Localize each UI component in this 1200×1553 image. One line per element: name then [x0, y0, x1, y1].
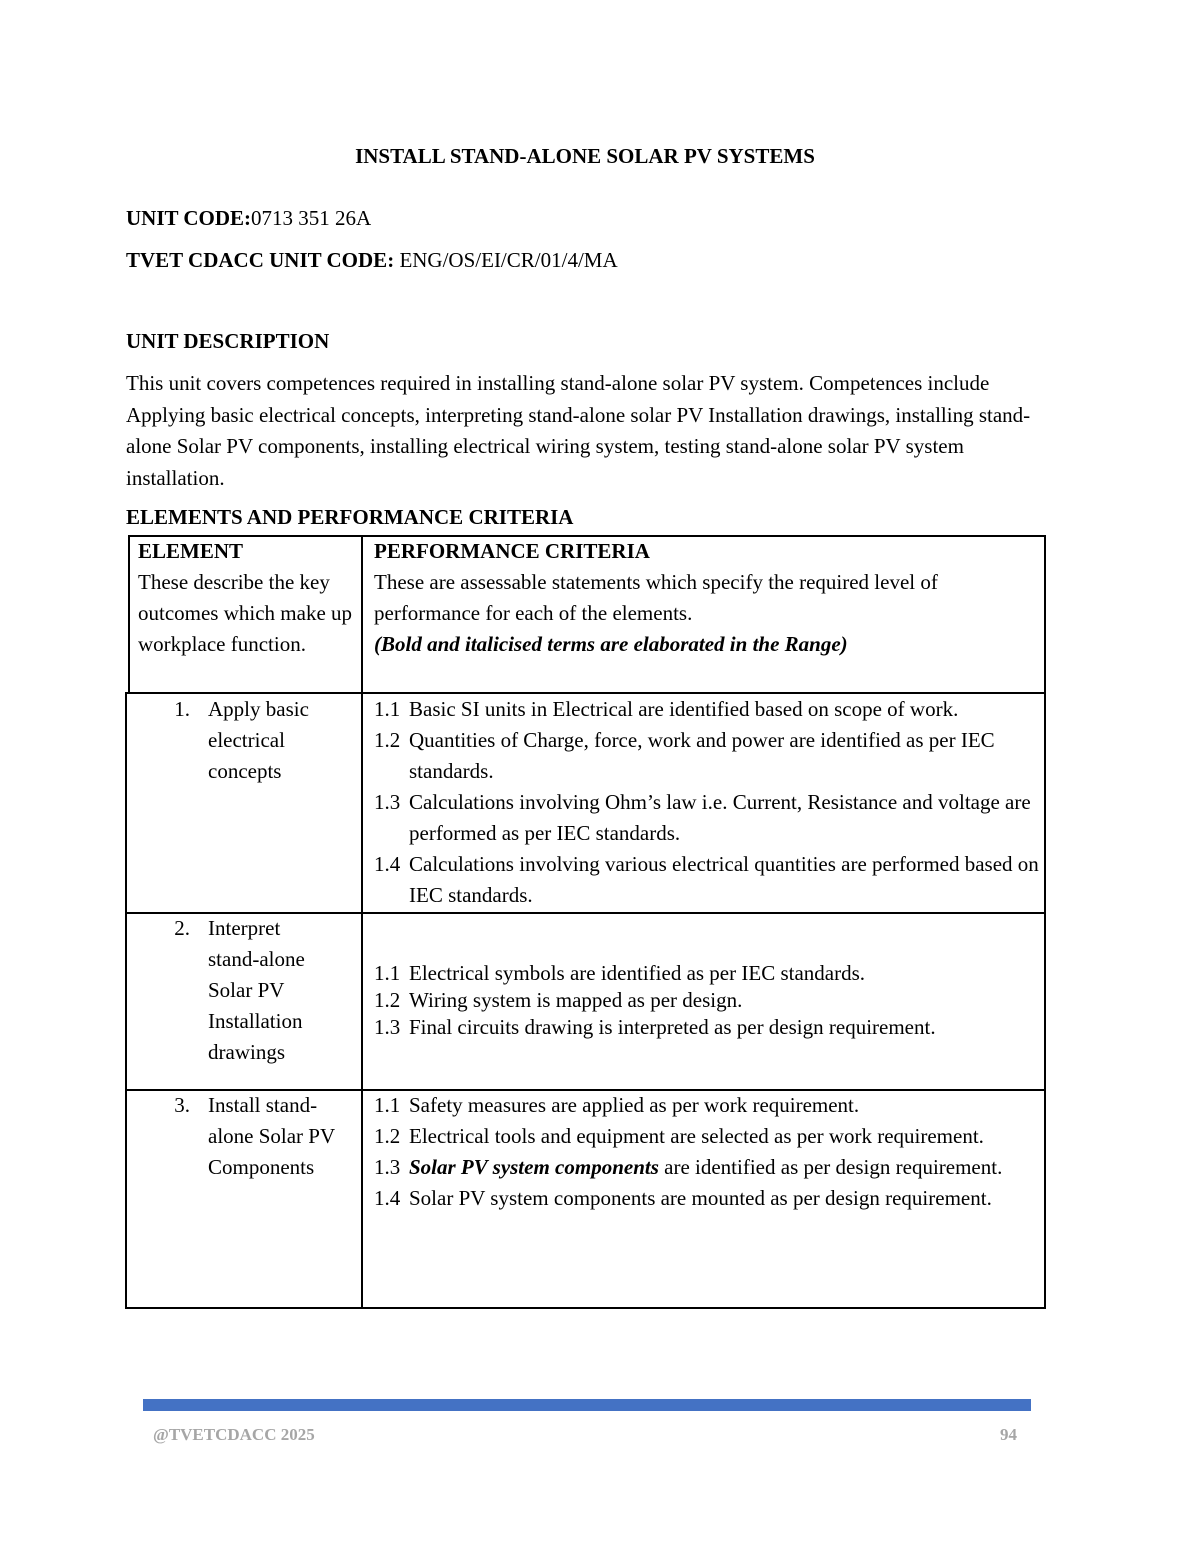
- criteria-list: [374, 694, 1039, 911]
- criteria-number: 1.2: [374, 1124, 401, 1148]
- criteria-number: 1.3: [374, 790, 401, 814]
- criteria-text-rest: are identified as per design requirement.: [658, 1155, 1003, 1179]
- header-criteria-desc: These are assessable statements which specify the required level of performance for each of the elements.: [374, 570, 938, 625]
- criteria-text: Solar PV system components are mounted as per design requirement.: [409, 1186, 992, 1210]
- elements-heading: ELEMENTS AND PERFORMANCE CRITERIA: [126, 505, 574, 529]
- table-border-bottom: [125, 1307, 1046, 1309]
- criteria-item: [374, 1121, 1039, 1152]
- header-element-cell: [138, 536, 358, 660]
- criteria-text: Quantities of Charge, force, work and power are identified as per IEC standards.: [409, 728, 995, 783]
- element-number: 2.: [174, 916, 190, 940]
- header-criteria-cell: [374, 536, 1034, 660]
- unit-description-heading: UNIT DESCRIPTION: [126, 329, 330, 353]
- criteria-text: Electrical symbols are identified as per IEC standards.: [409, 961, 866, 985]
- unit-code: [126, 206, 371, 231]
- criteria-item: [374, 1014, 1039, 1041]
- criteria-number: 1.2: [374, 988, 401, 1012]
- criteria-item: [374, 1152, 1039, 1183]
- criteria-text: Final circuits drawing is interpreted as per design requirement.: [409, 1015, 936, 1039]
- criteria-item: [374, 787, 1039, 849]
- tvet-unit-code: [126, 248, 618, 273]
- element-number: 1.: [174, 697, 190, 721]
- criteria-number: 1.4: [374, 852, 401, 876]
- header-element-desc: These describe the key outcomes which make up workplace function.: [138, 570, 353, 656]
- criteria-number: 1.2: [374, 728, 401, 752]
- criteria-text: Electrical tools and equipment are selected as per work requirement.: [409, 1124, 984, 1148]
- criteria-number: 1.1: [374, 961, 401, 985]
- element-name: Apply basic electrical concepts: [208, 697, 309, 783]
- criteria-text: Basic SI units in Electrical are identified based on scope of work.: [409, 697, 959, 721]
- criteria-list: [374, 1090, 1039, 1214]
- criteria-item: [374, 987, 1039, 1014]
- range-term: Solar PV system components: [409, 1155, 659, 1179]
- unit-code-label: UNIT CODE:: [126, 206, 252, 230]
- criteria-text: [409, 1152, 1039, 1183]
- unit-description-body: This unit covers competences required in installing stand-alone solar PV system. Competences include Applying basic electrical concepts, interpreting stand-alone solar PV Installation drawings, installing stand-alone Solar PV components, installing electrical wiring system, testing stand-alone solar PV system installation.: [126, 371, 1031, 490]
- criteria-item: [374, 849, 1039, 911]
- criteria-number: 1.1: [374, 1093, 401, 1117]
- header-criteria-title: PERFORMANCE CRITERIA: [374, 539, 650, 563]
- footer-bar: [143, 1399, 1031, 1411]
- criteria-text: Calculations involving Ohm’s law i.e. Current, Resistance and voltage are performed as per IEC standards.: [409, 790, 1031, 845]
- header-element-title: ELEMENT: [138, 539, 244, 563]
- criteria-item: [374, 694, 1039, 725]
- document-title: INSTALL STAND-ALONE SOLAR PV SYSTEMS: [355, 144, 815, 168]
- criteria-number: 1.1: [374, 697, 401, 721]
- criteria-number: 1.4: [374, 1186, 401, 1210]
- footer-copyright: @TVETCDACC 2025: [153, 1425, 315, 1444]
- unit-code-value: 0713 351 26A: [251, 206, 372, 230]
- criteria-item: [374, 725, 1039, 787]
- criteria-number: 1.3: [374, 1015, 401, 1039]
- table-border-left-header: [128, 535, 130, 693]
- table-column-divider: [361, 535, 363, 1309]
- tvet-code-label: TVET CDACC UNIT CODE:: [126, 248, 395, 272]
- table-border-right: [1044, 535, 1046, 1309]
- element-number: 3.: [174, 1093, 190, 1117]
- criteria-text: Safety measures are applied as per work requirement.: [409, 1093, 860, 1117]
- element-name: Interpret stand-alone Solar PV Installation drawings: [208, 916, 305, 1064]
- criteria-item: [374, 1090, 1039, 1121]
- criteria-text: Wiring system is mapped as per design.: [409, 988, 743, 1012]
- tvet-code-value: ENG/OS/EI/CR/01/4/MA: [394, 248, 618, 272]
- header-criteria-note: (Bold and italicised terms are elaborated in the Range): [374, 632, 848, 656]
- page-number: 94: [1000, 1425, 1017, 1444]
- criteria-item: [374, 960, 1039, 987]
- criteria-list: [374, 960, 1039, 1041]
- criteria-text: Calculations involving various electrical quantities are performed based on IEC standards.: [409, 852, 1039, 907]
- table-border-left: [125, 692, 127, 1309]
- criteria-number: 1.3: [374, 1155, 401, 1179]
- element-name: Install stand-alone Solar PV Components: [208, 1093, 335, 1179]
- criteria-item: [374, 1183, 1039, 1214]
